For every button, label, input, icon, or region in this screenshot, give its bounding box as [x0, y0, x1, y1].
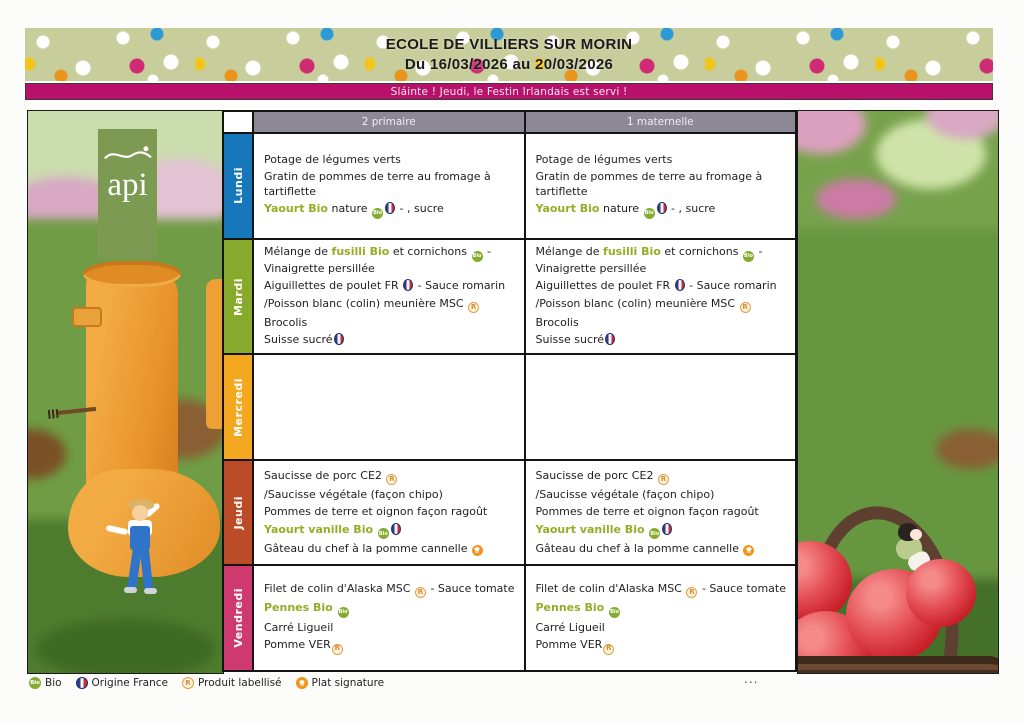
- menu-item: Suisse sucré: [536, 333, 790, 348]
- menu-item: Brocolis: [535, 315, 579, 329]
- apple-basket: [797, 656, 999, 674]
- menu-item: Pomme VER R: [536, 638, 790, 654]
- signature-icon: [472, 545, 483, 556]
- menu-item: Yaourt vanille Bio Bio: [536, 523, 790, 540]
- bio-icon: Bio: [743, 251, 754, 262]
- api-logo: [98, 129, 157, 259]
- bio-icon: Bio: [378, 528, 389, 539]
- menu-cell-jeudi-1: [526, 461, 796, 565]
- label-icon: R: [686, 587, 697, 598]
- bio-icon: Bio: [609, 607, 620, 618]
- france-icon: [403, 279, 413, 291]
- menu-item: Pennes Bio Bio: [264, 601, 518, 618]
- france-icon: [662, 523, 672, 535]
- menu-item: /Saucisse végétale (façon chipo): [535, 487, 715, 501]
- announcement-banner: [25, 83, 993, 100]
- menu-item: Potage de légumes verts: [264, 152, 401, 166]
- menu-item: Saucisse de porc CE2 R: [536, 469, 790, 485]
- menu-item: Yaourt Bio nature Bio - , sucre: [264, 202, 518, 219]
- menu-item: Carré Ligueil: [535, 620, 605, 634]
- table-corner-cell: [224, 112, 252, 132]
- menu-cell-jeudi-0: [254, 461, 524, 565]
- menu-item: Pomme VER R: [264, 638, 518, 654]
- menu-item: /Poisson blanc (colin) meunière MSC R: [536, 297, 790, 313]
- footer-marks: ...: [744, 672, 759, 686]
- label-icon: R: [415, 587, 426, 598]
- api-logo-wave-icon: [102, 143, 154, 167]
- legend: [28, 674, 384, 692]
- menu-item: Pommes de terre et oignon façon ragoût: [264, 505, 488, 519]
- menu-cell-vendredi-1: [526, 566, 796, 670]
- menu-cell-mercredi-0: [254, 355, 524, 459]
- day-label-vendredi: Vendredi: [224, 566, 252, 670]
- menu-item: Aiguillettes de poulet FR - Sauce romarin: [535, 279, 777, 293]
- label-icon: R: [182, 677, 194, 689]
- france-icon: [76, 677, 88, 689]
- france-icon: [334, 333, 344, 345]
- label-icon: R: [468, 302, 479, 313]
- label-icon: R: [386, 474, 397, 485]
- column-header-0: 2 primaire: [254, 112, 524, 132]
- bio-icon: Bio: [29, 677, 41, 689]
- menu-item: Mélange de fusilli Bio et cornichons Bio - Vinaigrette persillée: [264, 245, 491, 275]
- header-band: [25, 28, 993, 81]
- announcement-text: Sláinte ! Jeudi, le Festin Irlandais est servi !: [390, 85, 628, 98]
- label-icon: R: [332, 644, 343, 655]
- day-label-mardi: Mardi: [224, 240, 252, 354]
- menu-cell-vendredi-0: [254, 566, 524, 670]
- boot-shaft: [86, 269, 178, 497]
- france-icon: [605, 333, 615, 345]
- menu-item: Carré Ligueil: [264, 620, 334, 634]
- school-title: ECOLE DE VILLIERS SUR MORIN: [385, 36, 633, 53]
- bio-icon: Bio: [338, 607, 349, 618]
- label-icon: R: [603, 644, 614, 655]
- legend-item-bio: Bio Bio: [30, 677, 62, 689]
- menu-cell-mardi-1: [526, 240, 796, 354]
- label-icon: R: [740, 302, 751, 313]
- menu-item: Saucisse de porc CE2 R: [264, 469, 518, 485]
- bio-icon: Bio: [472, 251, 483, 262]
- legend-item-label: R Produit labellisé: [181, 677, 282, 689]
- menu-cell-lundi-1: [526, 134, 796, 238]
- menu-item: Yaourt Bio nature Bio - , sucre: [536, 202, 790, 219]
- menu-item: Brocolis: [264, 315, 308, 329]
- france-icon: [391, 523, 401, 535]
- menu-item: Gratin de pommes de terre au fromage à tartiflette: [264, 170, 491, 198]
- menu-table: [222, 110, 797, 672]
- menu-item: Potage de légumes verts: [535, 152, 673, 166]
- menu-cell-lundi-0: [254, 134, 524, 238]
- day-label-jeudi: Jeudi: [224, 461, 252, 565]
- france-icon: [385, 202, 395, 214]
- right-photo-apples: [797, 110, 999, 674]
- menu-item: Aiguillettes de poulet FR - Sauce romarin: [264, 279, 506, 293]
- api-logo-text: api: [107, 167, 148, 203]
- menu-item: /Saucisse végétale (façon chipo): [264, 487, 443, 501]
- menu-item: Gratin de pommes de terre au fromage à tartiflette: [535, 170, 763, 198]
- bio-icon: Bio: [644, 208, 655, 219]
- column-header-1: 1 maternelle: [526, 112, 796, 132]
- boot-top: [83, 261, 181, 287]
- day-label-mercredi: Mercredi: [224, 355, 252, 459]
- menu-item: Mélange de fusilli Bio et cornichons Bio - Vinaigrette persillée: [535, 245, 763, 275]
- legend-item-signature: Plat signature: [295, 677, 385, 689]
- cartoon-girl: [112, 499, 172, 607]
- signature-icon: [743, 545, 754, 556]
- apple: [906, 559, 976, 627]
- signature-icon: [296, 677, 308, 689]
- menu-cell-mardi-0: [254, 240, 524, 354]
- menu-item: Filet de colin d'Alaska MSC R - Sauce tomate: [536, 582, 790, 598]
- label-icon: R: [658, 474, 669, 485]
- left-photo-boots: [27, 110, 224, 674]
- menu-item: Gâteau du chef à la pomme cannelle: [264, 542, 518, 557]
- menu-item: Pennes Bio Bio: [536, 601, 790, 618]
- menu-item: Yaourt vanille Bio Bio: [264, 523, 518, 540]
- menu-item: /Poisson blanc (colin) meunière MSC R: [264, 297, 518, 313]
- bio-icon: Bio: [649, 528, 660, 539]
- france-icon: [657, 202, 667, 214]
- menu-item: Gâteau du chef à la pomme cannelle: [536, 542, 790, 557]
- menu-item: Suisse sucré: [264, 333, 518, 348]
- boot-buckle: [72, 307, 102, 327]
- day-label-lundi: Lundi: [224, 134, 252, 238]
- menu-item: Filet de colin d'Alaska MSC R - Sauce tomate: [264, 582, 518, 598]
- menu-item: Pommes de terre et oignon façon ragoût: [535, 505, 759, 519]
- france-icon: [675, 279, 685, 291]
- bio-icon: Bio: [372, 208, 383, 219]
- date-range: Du 16/03/2026 au 20/03/2026: [404, 55, 614, 73]
- legend-item-france: Origine France: [75, 677, 168, 689]
- menu-cell-mercredi-1: [526, 355, 796, 459]
